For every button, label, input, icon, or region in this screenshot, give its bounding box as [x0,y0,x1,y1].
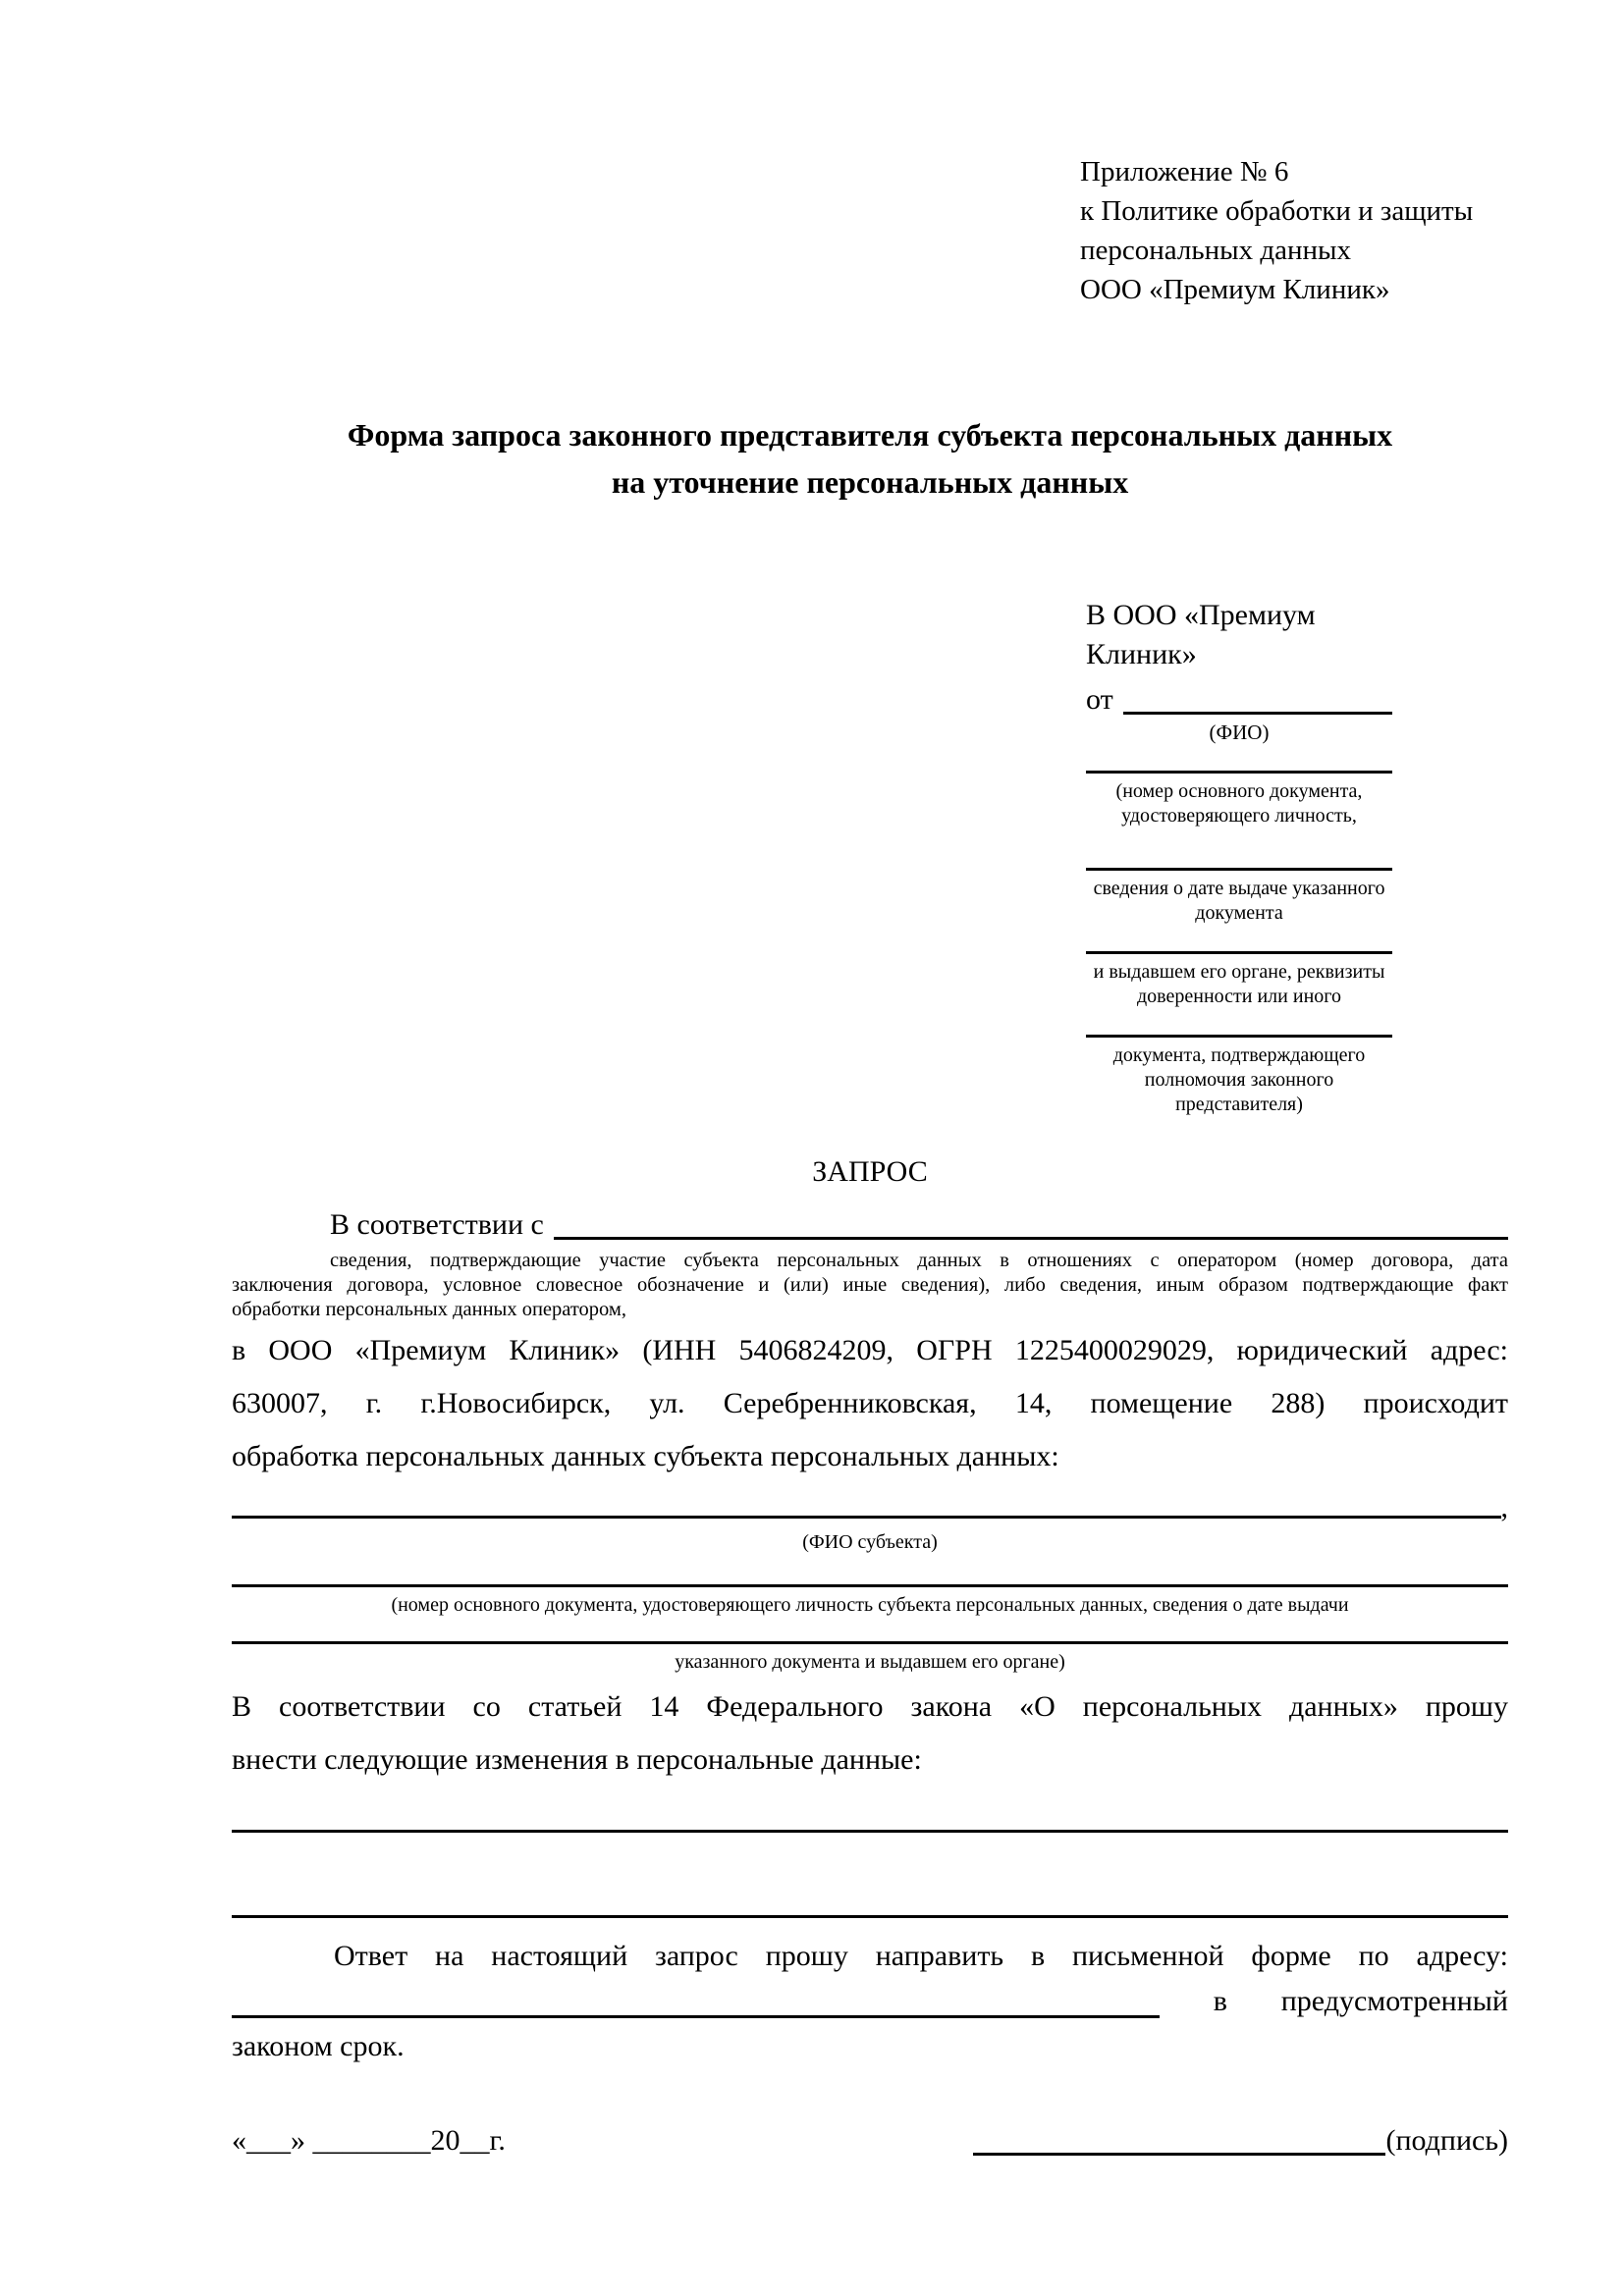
addressee-block [1086,596,1392,1117]
operator-paragraph [232,1324,1508,1483]
representative-doc-caption: (номер основного документа, удостоверяющего личность, [1115,780,1363,827]
representative-doc-blank-line [1086,771,1392,774]
amendment-paragraph [232,1681,1508,1787]
annex-line: ООО «Премиум Клиник» [1080,274,1390,305]
request-heading: ЗАПРОС [812,1155,928,1188]
response-address-row [232,1979,1508,2024]
footnote-line: заключения договора, условное словесное обозначение и (или) иные сведения), либо сведения, иным образом подтверждающие факт [232,1274,1508,1296]
operator-paragraph-line: 630007, г. г.Новосибирск, ул. Серебренниковская, 14, помещение 288) происходит [232,1387,1508,1419]
accordance-row [232,1205,1508,1245]
signature-caption: (подпись) [1385,2124,1508,2157]
annex-line: персональных данных [1080,235,1352,266]
representative-doc-blank-line [1086,951,1392,954]
representative-doc-caption: документа, подтверждающего полномочия законного представителя) [1112,1044,1366,1115]
annex-line: к Политике обработки и защиты [1080,195,1474,227]
subject-fio-row [232,1483,1508,1524]
annex-line: Приложение № 6 [1080,156,1289,187]
addressee-organization: В ООО «Премиум Клиник» [1086,599,1316,670]
response-paragraph-line: законом срок. [232,2030,405,2062]
subject-doc-blank-line [232,1584,1508,1587]
signature-blank-line [973,2153,1385,2156]
response-word-in: в [1213,1985,1227,2017]
address-blank-line [232,2015,1160,2018]
representative-doc-blank-line [1086,1035,1392,1038]
accordance-footnote [232,1249,1508,1322]
response-paragraph [232,1934,1508,2069]
subject-comma: , [1500,1491,1508,1523]
representative-doc-blank-line [1086,868,1392,871]
title-line: на уточнение персональных данных [611,464,1129,500]
from-blank-line [1123,712,1392,715]
signature-block [973,2120,1508,2162]
amendment-paragraph-line: внести следующие изменения в персональные данные: [232,1743,922,1776]
operator-paragraph-line: в ООО «Премиум Клиник» (ИНН 5406824209, ОГРН 1225400029029, юридический адрес: [232,1334,1508,1366]
changes-blank-line [232,1830,1508,1833]
subject-doc-caption: (номер основного документа, удостоверяющего личность субъекта персональных данных, сведения о дате выдачи [391,1594,1349,1616]
date-blank: «___» ________20__г. [232,2124,506,2157]
subject-fio-caption: (ФИО субъекта) [802,1531,938,1553]
title-line: Форма запроса законного представителя субъекта персональных данных [347,417,1393,453]
representative-doc-caption: и выдавшем его органе, реквизиты доверенности или иного [1093,961,1385,1007]
subject-doc-blank-line [232,1641,1508,1644]
from-label: от [1086,683,1113,716]
footnote-line: сведения, подтверждающие участие субъекта персональных данных в отношениях с оператором (номер договора, дата [330,1250,1508,1271]
subject-fio-blank-line [232,1516,1501,1519]
operator-paragraph-line: обработка персональных данных субъекта персональных данных: [232,1440,1059,1472]
response-paragraph-line: Ответ на настоящий запрос прошу направить в письменной форме по адресу: [334,1940,1508,1972]
subject-doc-caption: указанного документа и выдавшем его органе) [675,1651,1065,1673]
footer-row [232,2120,1508,2162]
from-row [1086,678,1392,720]
accordance-blank-line [554,1237,1508,1240]
fio-caption: (ФИО) [1209,721,1270,744]
accordance-label: В соответствии с [330,1208,544,1241]
document-title [232,411,1508,506]
footnote-line: обработки персональных данных оператором, [232,1299,626,1320]
response-word-stipulated: предусмотренный [1280,1985,1508,2017]
representative-doc-caption: сведения о дате выдаче указанного документа [1093,878,1385,924]
annex-block [1080,152,1624,309]
changes-blank-line [232,1915,1508,1918]
amendment-paragraph-line: В соответствии со статьей 14 Федерального закона «О персональных данных» прошу [232,1690,1508,1723]
